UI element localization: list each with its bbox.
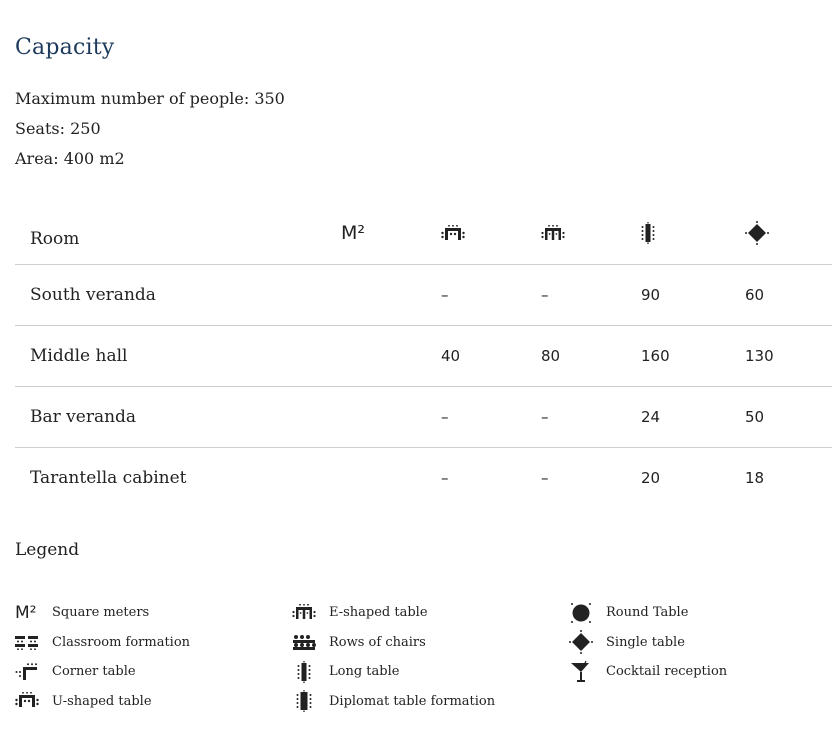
room-column-header: Room — [30, 229, 80, 250]
table-row — [15, 264, 832, 325]
long-table-icon — [292, 661, 318, 683]
u-shaped-value: – — [441, 407, 449, 426]
legend-column — [15, 598, 190, 716]
single-table-value: 130 — [745, 346, 774, 365]
room-name: Bar veranda — [30, 406, 137, 427]
u-shaped-value: – — [441, 285, 449, 304]
u-shaped-column-header — [441, 203, 541, 264]
long-table-icon — [641, 222, 655, 244]
single-table-value: 18 — [745, 468, 765, 487]
room-name: Middle hall — [30, 345, 128, 366]
legend-item — [15, 687, 190, 717]
square-meters-icon: M² — [341, 222, 366, 245]
e-shaped-table-icon — [541, 225, 565, 243]
long-table-value: 24 — [641, 407, 661, 426]
legend-label: Single table — [606, 634, 685, 650]
legend-item — [15, 598, 190, 628]
legend-item — [292, 628, 495, 658]
area-text: Area: 400 m2 — [15, 149, 125, 168]
single-table-icon — [745, 221, 769, 245]
rows-of-chairs-icon — [292, 631, 318, 653]
cocktail-reception-icon — [569, 661, 595, 683]
u-shaped-value: 40 — [441, 346, 461, 365]
legend-label: Diplomat table formation — [329, 693, 496, 709]
e-shaped-value: – — [541, 285, 549, 304]
long-table-column-header — [641, 203, 745, 264]
e-shaped-table-icon — [292, 602, 318, 624]
square-meters-column-header — [341, 203, 441, 264]
legend-label: Rows of chairs — [329, 634, 426, 650]
u-shaped-value: – — [441, 468, 449, 487]
legend-label: Classroom formation — [52, 634, 191, 650]
legend-label: Long table — [329, 664, 400, 680]
capacity-facts — [15, 84, 285, 174]
max-people-text: Maximum number of people: 350 — [15, 89, 285, 108]
room-name: Tarantella cabinet — [30, 467, 187, 488]
square-meters-value — [341, 325, 441, 386]
square-meters-symbol: M² — [15, 602, 37, 623]
legend-column — [569, 598, 727, 687]
legend-title: Legend — [15, 540, 80, 560]
legend-label: Cocktail reception — [606, 664, 728, 680]
e-shaped-value: – — [541, 407, 549, 426]
legend-item — [292, 598, 495, 628]
single-table-value: 60 — [745, 285, 765, 304]
corner-table-icon — [15, 661, 41, 683]
single-table-icon — [569, 631, 595, 653]
table-row — [15, 386, 832, 447]
legend-item — [569, 598, 727, 628]
diplomat-table-formation-icon — [292, 690, 318, 712]
room-name: South veranda — [30, 284, 156, 305]
square-meters-icon — [15, 602, 41, 624]
round-table-icon — [569, 602, 595, 624]
legend-item — [15, 657, 190, 687]
legend-label: U-shaped table — [52, 693, 152, 709]
square-meters-value — [341, 264, 441, 325]
square-meters-value — [341, 386, 441, 447]
table-row — [15, 447, 832, 508]
single-table-value: 50 — [745, 407, 765, 426]
e-shaped-value: – — [541, 468, 549, 487]
legend-item — [15, 628, 190, 658]
legend-item — [569, 628, 727, 658]
square-meters-value — [341, 447, 441, 508]
long-table-value: 20 — [641, 468, 661, 487]
legend-item — [292, 687, 495, 717]
table-header-row — [15, 203, 832, 264]
legend-label: Round Table — [606, 605, 689, 621]
e-shaped-value: 80 — [541, 346, 561, 365]
e-shaped-column-header — [541, 203, 641, 264]
capacity-table — [15, 203, 832, 508]
long-table-value: 160 — [641, 346, 670, 365]
single-table-column-header — [745, 203, 832, 264]
legend-label: E-shaped table — [329, 605, 428, 621]
page-title: Capacity — [15, 34, 115, 60]
legend-column — [292, 598, 495, 716]
long-table-value: 90 — [641, 285, 661, 304]
legend-label: Corner table — [52, 664, 136, 680]
u-shaped-table-icon — [15, 690, 41, 712]
u-shaped-table-icon — [441, 225, 465, 243]
seats-text: Seats: 250 — [15, 119, 101, 138]
table-row — [15, 325, 832, 386]
legend-item — [569, 657, 727, 687]
legend-label: Square meters — [52, 605, 150, 621]
classroom-formation-icon — [15, 631, 41, 653]
legend-item — [292, 657, 495, 687]
